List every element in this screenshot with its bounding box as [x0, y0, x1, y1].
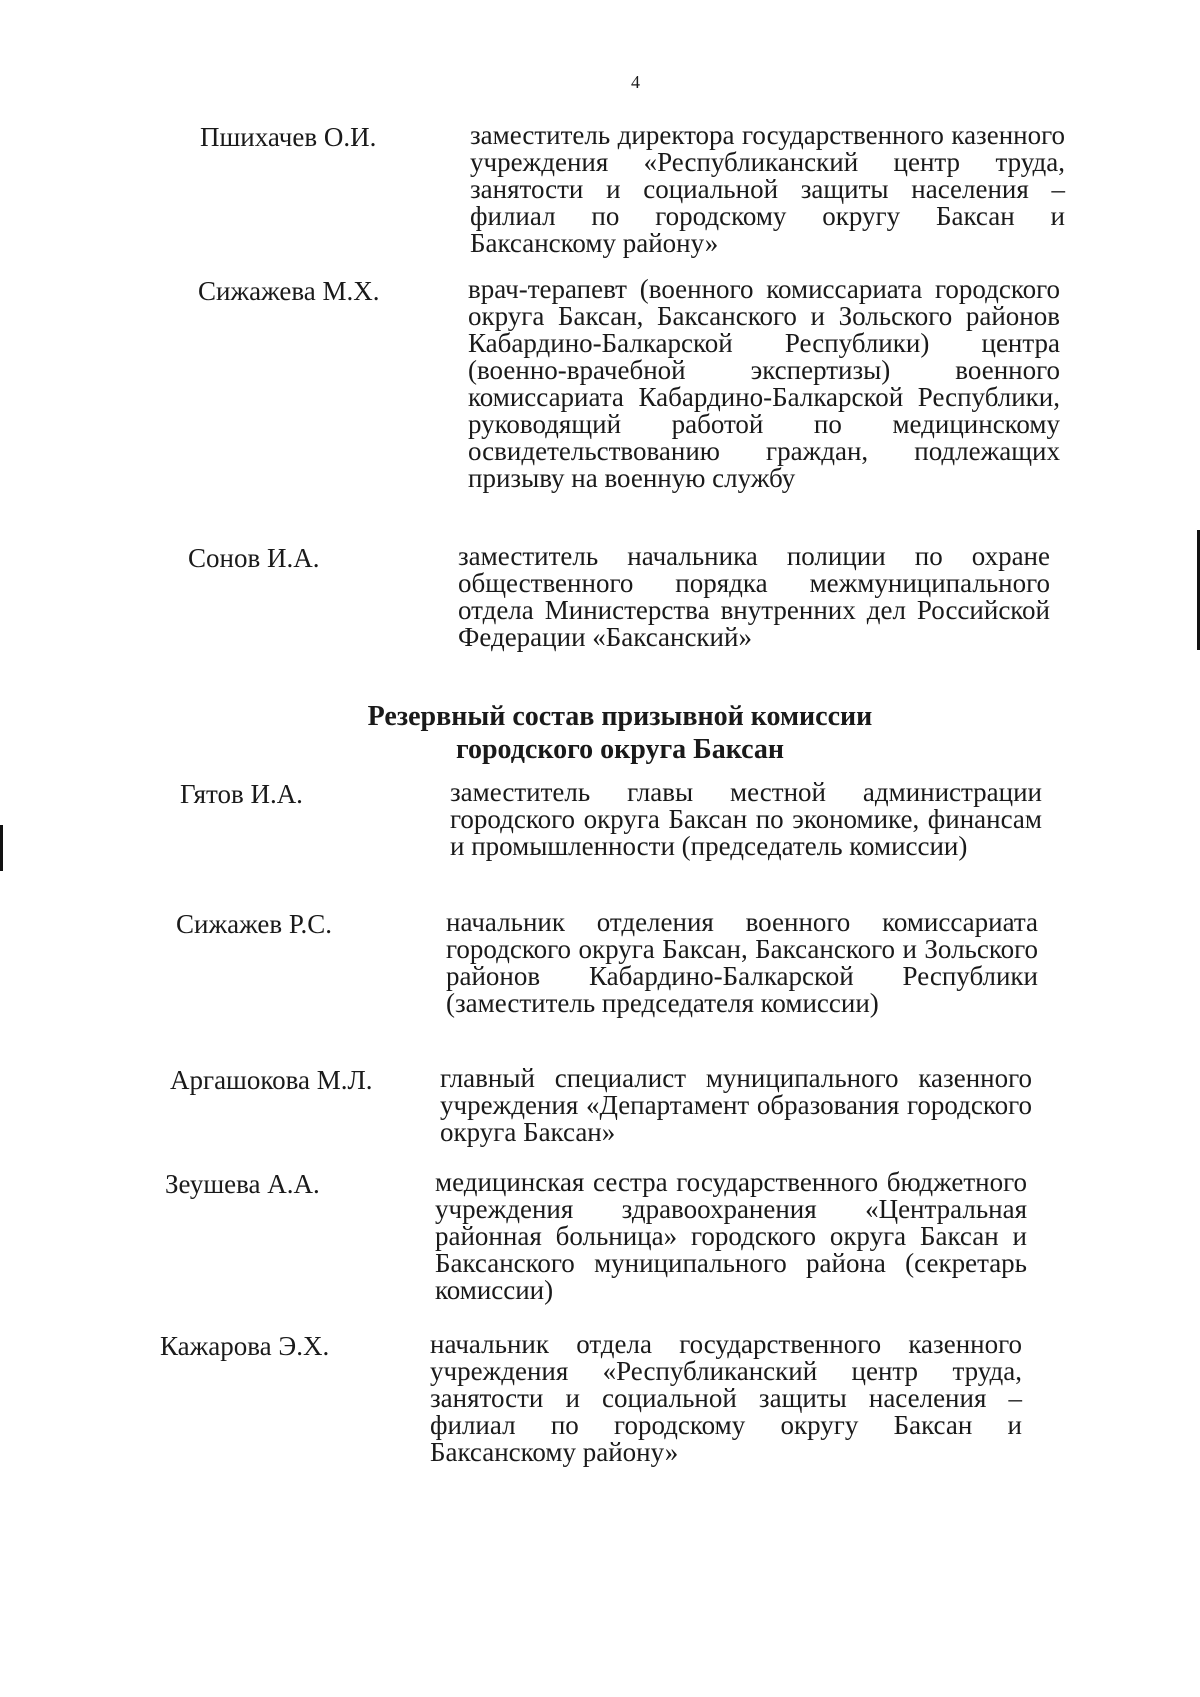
reserve-member-role: начальник отдела государственного казенного учреждения «Республиканский центр труда, занятости и социальной защиты населения – филиал по городскому округу Баксан и Баксанскому району»: [430, 1329, 1022, 1467]
reserve-member-entry: [160, 1331, 1022, 1466]
reserve-heading-line1: Резервный состав призывной комиссии: [367, 701, 873, 732]
reserve-member-entry: [180, 779, 1042, 860]
reserve-member-role: начальник отделения военного комиссариата городского округа Баксан, Баксанского и Зольского районов Кабардино-Балкарской Республики (заместитель председателя комиссии): [446, 907, 1038, 1018]
member-name: Сонов И.А.: [188, 543, 320, 573]
reserve-member-name: Аргашокова М.Л.: [170, 1065, 373, 1095]
reserve-member-role: главный специалист муниципального казенного учреждения «Департамент образования городского округа Баксан»: [440, 1063, 1032, 1147]
reserve-member-name: Зеушева А.А.: [165, 1169, 320, 1199]
member-name: Сижажева М.Х.: [198, 276, 380, 306]
reserve-member-name: Гятов И.А.: [180, 779, 303, 809]
member-role: заместитель начальника полиции по охране общественного порядка межмуниципального отдела Министерства внутренних дел Российской Федерации «Баксанский»: [458, 541, 1050, 652]
member-role: врач-терапевт (военного комиссариата городского округа Баксан, Баксанского и Зольского районов Кабардино-Балкарской Республики) центра (военно-врачебной экспертизы) военного комиссариата Кабардино-Балкарской Республики, руководящий работой по медицинскому освидетельствованию граждан, подлежащих призыву на военную службу: [468, 274, 1060, 493]
reserve-member-role: медицинская сестра государственного бюджетного учреждения здравоохранения «Центральная районная больница» городского округа Баксан и Баксанского муниципального района (секретарь комиссии): [435, 1167, 1027, 1305]
reserve-heading-line2: городского округа Баксан: [455, 734, 785, 765]
reserve-member-entry: [176, 909, 1038, 1017]
reserve-member-name: Кажарова Э.Х.: [160, 1331, 330, 1361]
reserve-member-name: Сижажев Р.С.: [176, 909, 333, 939]
reserve-member-entry: [170, 1065, 1032, 1146]
member-name: Пшихачев О.И.: [200, 122, 377, 152]
reserve-heading: [300, 700, 940, 766]
member-entry: [200, 122, 1065, 257]
scan-edge-mark-left: [0, 825, 3, 871]
page-number: 4: [631, 72, 640, 92]
reserve-member-role: заместитель главы местной администрации городского округа Баксан по экономике, финансам и промышленности (председатель комиссии): [450, 777, 1042, 861]
member-entry: [198, 276, 1060, 492]
reserve-member-entry: [165, 1169, 1027, 1304]
member-role: заместитель директора государственного казенного учреждения «Республиканский центр труда, занятости и социальной защиты населения – филиал по городскому округу Баксан и Баксанскому району»: [470, 120, 1065, 258]
member-entry: [188, 543, 1050, 651]
